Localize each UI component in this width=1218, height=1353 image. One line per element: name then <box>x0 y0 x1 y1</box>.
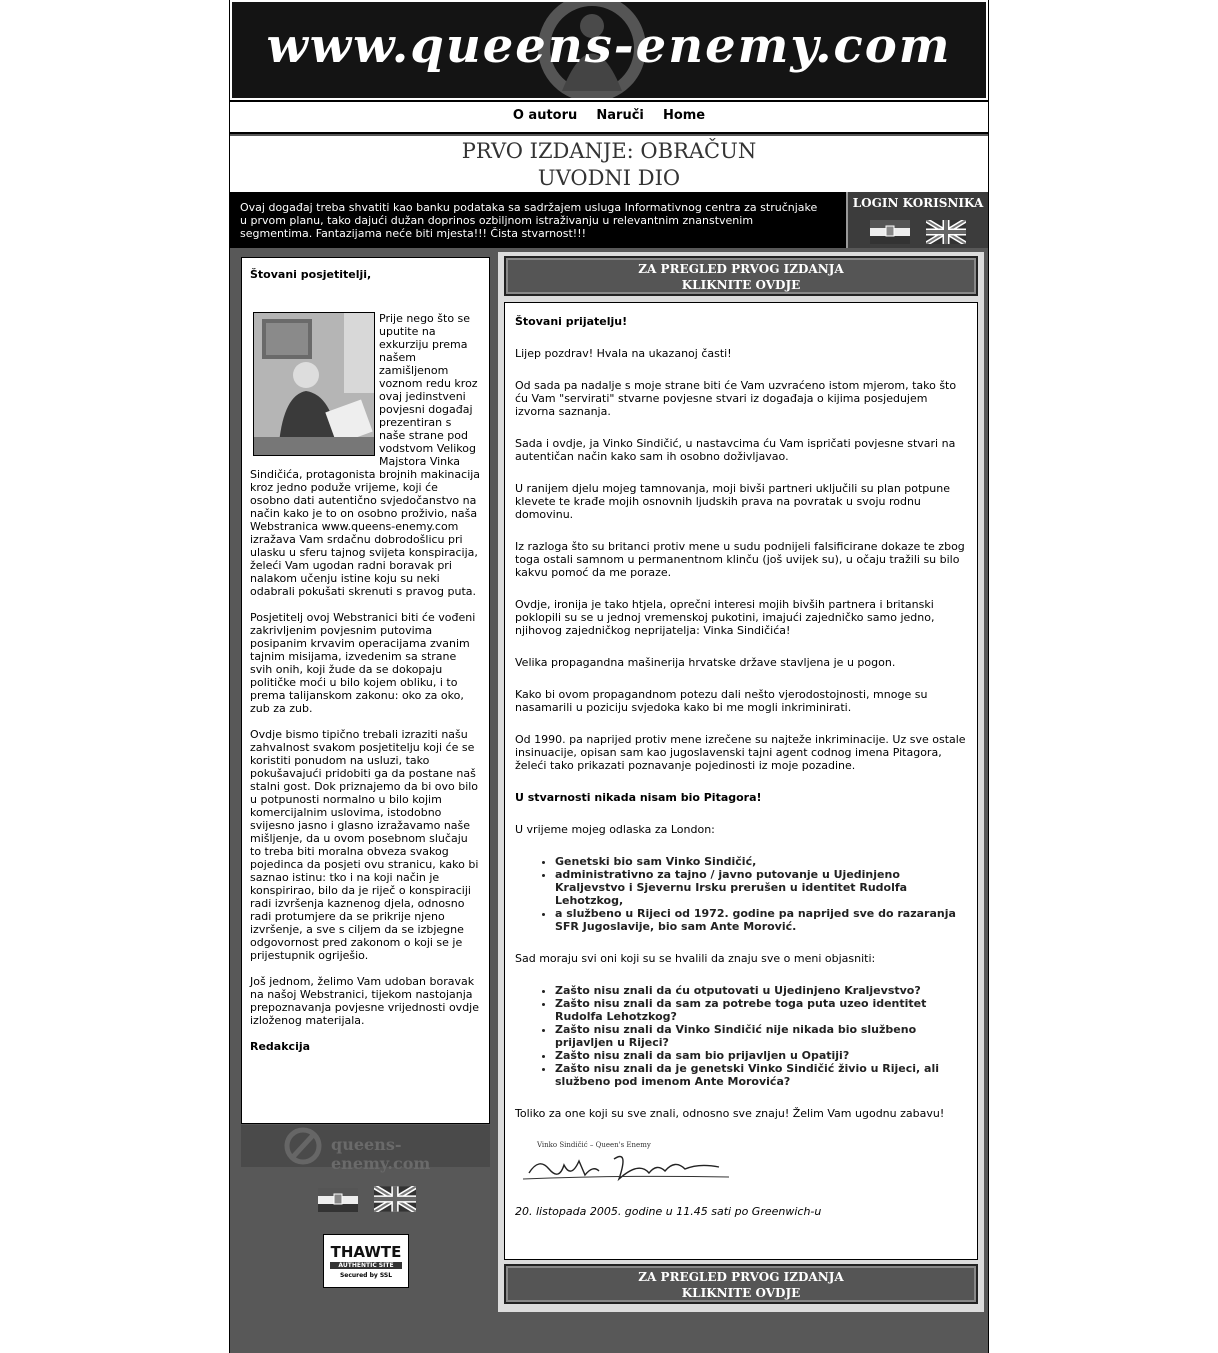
questions-list <box>515 984 967 1088</box>
page-title-line2: UVODNI DIO <box>537 166 681 190</box>
nav-item-o-autoru[interactable]: O autoru <box>512 108 578 123</box>
footer-logo-text: queens-enemy.com <box>331 1135 431 1173</box>
author-photo <box>253 312 375 456</box>
identity-list <box>515 855 967 933</box>
letter-paragraph: Toliko za one koji su sve znali, odnosno sve znaju! Želim Vam ugodnu zabavu! <box>515 1107 945 1120</box>
cta-line1: ZA PREGLED PRVOG IZDANJA <box>638 1270 844 1284</box>
list-item: • Zašto nisu znali da sam za potrebe toga puta uzeo identitet Rudolfa Lehotzkog? <box>555 997 967 1023</box>
list-item: • Genetski bio sam Vinko Sindičić, <box>555 855 967 868</box>
letter-paragraph: Od sada pa nadalje s moje strane biti će Vam uzvraćeno istom mjerom, tako što ću Vam "servirati" stvarne povjesne stvari iz događaja o kijima posjedujem izvorna saznanja. <box>515 379 957 418</box>
letter-highlight: U stvarnosti nikada nisam bio Pitagora! <box>515 791 762 804</box>
author-photo-image <box>254 313 375 456</box>
footer-logo <box>241 1125 490 1173</box>
page-container <box>229 0 989 1353</box>
croatian-flag-icon[interactable] <box>318 1188 358 1212</box>
letter-date: 20. listopada 2005. godine u 11.45 sati po Greenwich-u <box>515 1205 822 1218</box>
view-first-edition-button[interactable] <box>504 1264 978 1304</box>
intro-text: Ovaj događaj treba shvatiti kao banku podataka sa sadržajem usluga Informativnog centra za stručnjake u prvom planu, tako dajući dužan doprinos ozbiljnom istraživanju u relevantnim znanstvenim segmentima. Fantazijama neće biti mjesta!!! Čista stvarnost!!! <box>240 201 818 240</box>
top-nav <box>230 100 988 134</box>
welcome-panel <box>241 257 490 1124</box>
signature-caption: Vinko Sindičić – Queen's Enemy <box>537 1141 651 1149</box>
thawte-authentic: AUTHENTIC SITE <box>330 1262 402 1269</box>
list-item: • administrativno za tajno / javno putovanje u Ujedinjeno Kraljevstvo i Sjevernu Irsku prerušen u identitet Rudolfa Lehotzkog, <box>555 868 967 907</box>
header-banner[interactable] <box>230 0 988 100</box>
welcome-paragraph-1: Prije nego što se uputite na exkurziju prema našem zamišljenom voznom redu kroz ovaj jedinstveni povjesni događaj prezentiran s naše strane pod vodstvom Velikog Majstora Vinka Sindičića, protagonista brojnih makinacija kroz jedno poduže vrijeme, koji će osobno dati autentično svjedočanstvo na način kako je to on osobno proživio, naša Webstranica www.queens-enemy.com izražava Vam srdačnu dobrodošlicu pri ulasku u sferu tajnog svijeta konspiracija, želeći Vam ugodan radni boravak pri nalakom učenju istine koju su neki odabrali pokušati skrenuti s pravog puta. <box>250 312 481 598</box>
main-letter <box>504 302 978 1260</box>
uk-flag-icon[interactable] <box>374 1186 416 1212</box>
cta-line2: KLIKNITE OVDJE <box>681 1286 801 1300</box>
welcome-paragraph-3: Ovdje bismo tipično trebali izraziti našu zahvalnost svakom posjetitelju koji će se koristiti ponudom na usluzi, tako pokušavajući pridobiti ga da postane naš stalni gost. Dok priznajemo da bi ovo bilo u potpunosti normalno u bilo kojim komercijalnim uslovima, istodobno svijesno jasno i glasno izražavamo naše mišljenje, da u ovom posebnom slučaju to treba biti moralna obveza svakog pojedinca da posjeti ovu stranicu, kako bi saznao istinu: tko i na koji način je konspirirao, bilo da je riječ o konspiraciji radi izvršenja kaznenog djela, odnosno radi protumjere da se prikrije njeno izvršenje, a sve s ciljem da se izbjegne odgovornost pred zakonom o koji se je prijestupnik ogriješio. <box>250 728 479 962</box>
letter-paragraph: Lijep pozdrav! Hvala na ukazanoj časti! <box>515 347 732 360</box>
welcome-paragraph-2: Posjetitelj ovoj Webstranici biti će vođeni zakrivljenim povjesnim putovima posipanim krvavim operacijama zvanim tajnim misijama, izvedenim sa strane svih onih, koji žude da se dokopaju političke moći u bilo kojem obliku, i to prema talijanskom zakonu: oko za oko, zub za zub. <box>250 611 476 715</box>
letter-paragraph: Od 1990. pa naprijed protiv mene izrečene su najteže inkriminacije. Uz sve ostale insinuacije, opisan sam kao jugoslavenski tajni agent codnog imena Pitagora, želeći tako prikazati poznavanje pojedinosti iz moje pozadine. <box>515 733 966 772</box>
nav-item-home[interactable]: Home <box>662 108 706 123</box>
cta-line1: ZA PREGLED PRVOG IZDANJA <box>638 262 844 276</box>
list-item: • Zašto nisu znali da je genetski Vinko Sindičić živio u Rijeci, ali službeno pod imenom Ante Morovića? <box>555 1062 967 1088</box>
welcome-signoff: Redakcija <box>250 1040 311 1053</box>
list-item: • Zašto nisu znali da Vinko Sindičić nije nikada bio službeno prijavljen u Rijeci? <box>555 1023 967 1049</box>
nav-item-naruci[interactable]: Naruči <box>596 108 644 123</box>
page-title-line1: PRVO IZDANJE: OBRAČUN <box>461 139 757 163</box>
site-title: www.queens-enemy.com <box>266 18 952 74</box>
letter-paragraph: Velika propagandna mašinerija hrvatske države stavljena je u pogon. <box>515 656 896 669</box>
welcome-paragraph-4: Još jednom, želimo Vam udoban boravak na našoj Webstranici, tijekom nastojanja prepoznavanja povjesne vrijednosti ovdje izloženog materijala. <box>250 975 479 1027</box>
list-item: • Zašto nisu znali da sam bio prijavljen u Opatiji? <box>555 1049 967 1062</box>
main-column <box>498 252 984 1312</box>
letter-paragraph: Iz razloga što su britanci protiv mene u sudu podnijeli falsificirane dokaze te zbog toga ostali samnom u permanentnom klinču (još uvijek su), u očaju tražili su bilo kakvu pomoć da me poraze. <box>515 540 965 579</box>
page-title <box>230 136 988 192</box>
view-first-edition-button[interactable] <box>504 256 978 296</box>
letter-paragraph: U vrijeme mojeg odlaska za London: <box>515 823 715 836</box>
letter-paragraph: Ovdje, ironija je tako htjela, oprečni interesi mojih bivših partnera i britanski poklopili su se u jednoj vremenskoj pukotini, imajući zajedničko samo jedno, njihovog zajedničkog neprijatelja: Vinka Sindičića! <box>515 598 935 637</box>
letter-paragraph: U ranijem djelu mojeg tamnovanja, moji bivši partneri uključili su plan potpune klevete te krađe mojih osnovnih ljudskih prava na povratak u svoju rodnu domovinu. <box>515 482 950 521</box>
signature <box>519 1139 739 1191</box>
list-item: • a službeno u Rijeci od 1972. godine pa naprijed sve do razaranja SFR Jugoslavije, bio sam Ante Morović. <box>555 907 967 933</box>
thawte-brand: THAWTE <box>330 1243 402 1261</box>
intro-strip <box>230 192 988 248</box>
croatian-flag-icon[interactable] <box>870 220 910 244</box>
thawte-ssl: Secured by SSL <box>339 1272 393 1279</box>
login-panel <box>846 192 988 248</box>
cta-line2: KLIKNITE OVDJE <box>681 278 801 292</box>
letter-greeting: Štovani prijatelju! <box>515 315 628 328</box>
letter-paragraph: Kako bi ovom propagandnom potezu dali nešto vjerodostojnosti, mnoge su nasamarili u poziciju svjedoka kako bi me mogli inkriminirati. <box>515 688 928 714</box>
letter-paragraph: Sad moraju svi oni koji su se hvalili da znaju sve o meni objasniti: <box>515 952 876 965</box>
login-link[interactable]: LOGIN KORISNIKA <box>852 196 984 210</box>
uk-flag-icon[interactable] <box>926 220 966 244</box>
welcome-greeting: Štovani posjetitelji, <box>250 268 372 281</box>
thawte-badge[interactable] <box>323 1234 409 1288</box>
letter-paragraph: Sada i ovdje, ja Vinko Sindičić, u nastavcima ću Vam ispričati povjesne stvari na autentičan način kako sam ih osobno doživljavao. <box>515 437 956 463</box>
list-item: • Zašto nisu znali da ću otputovati u Ujedinjeno Kraljevstvo? <box>555 984 967 997</box>
